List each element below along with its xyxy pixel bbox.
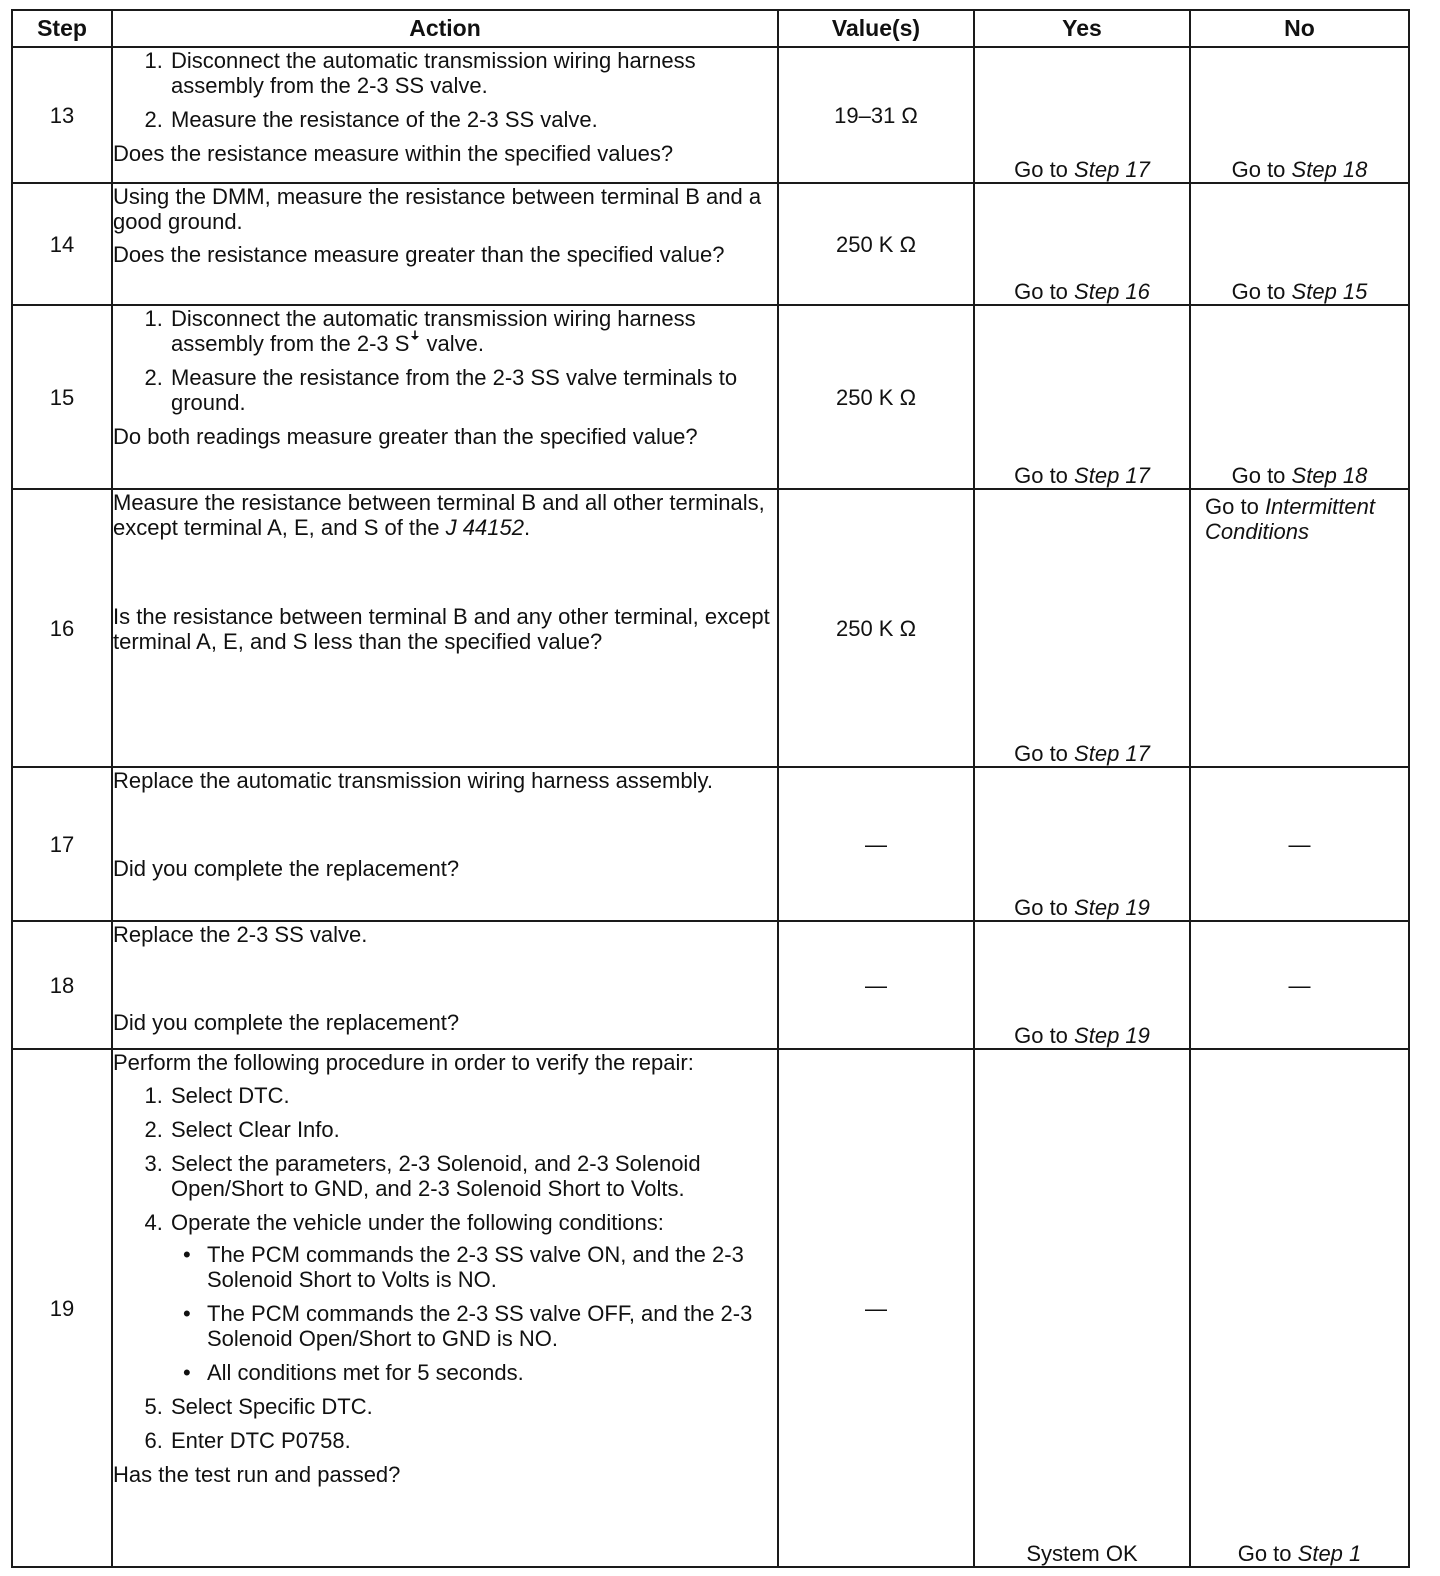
step-number: 18: [12, 921, 112, 1049]
header-step: Step: [12, 10, 112, 47]
action-question: Does the resistance measure greater than the specified value?: [113, 242, 725, 267]
yes-cell: [974, 921, 1190, 1049]
action-step: 6. Enter DTC P0758.: [169, 1428, 777, 1453]
action-step-text: Operate the vehicle under the following conditions:: [171, 1210, 664, 1235]
table-row: [12, 47, 1409, 183]
value-cell: 19–31 Ω: [778, 47, 974, 183]
action-step: 2. Select Clear Info.: [169, 1117, 777, 1142]
no-step-link[interactable]: Step 1: [1297, 1541, 1362, 1566]
action-cell: [112, 1049, 778, 1567]
action-cell: [112, 921, 778, 1049]
action-steps: [113, 306, 777, 415]
header-no: No: [1190, 10, 1409, 47]
yes-cell: [974, 183, 1190, 305]
condition-list: [171, 1242, 777, 1385]
no-cell: [1190, 183, 1409, 305]
value-cell: —: [778, 1049, 974, 1567]
yes-prefix: Go to: [1014, 279, 1068, 304]
header-yes: Yes: [974, 10, 1190, 47]
no-cell: [1190, 47, 1409, 183]
header-values: Value(s): [778, 10, 974, 47]
yes-step-link[interactable]: Step 17: [1074, 157, 1150, 182]
yes-cell: [974, 305, 1190, 489]
action-step: 2. Measure the resistance of the 2-3 SS valve.: [169, 107, 777, 132]
no-cell: —: [1190, 921, 1409, 1049]
table-row: [12, 921, 1409, 1049]
yes-step-link[interactable]: Step 17: [1074, 741, 1150, 766]
yes-prefix: Go to: [1014, 1023, 1068, 1048]
step-number: 15: [12, 305, 112, 489]
value-cell: —: [778, 767, 974, 921]
yes-prefix: Go to: [1014, 463, 1068, 488]
action-question: Did you complete the replacement?: [113, 1010, 460, 1035]
no-step-link[interactable]: Step 18: [1291, 463, 1368, 488]
action-text: Measure the resistance between terminal B and all other terminals, except terminal A, E, and S of the J 44152.: [113, 490, 765, 540]
action-steps: [113, 1083, 777, 1453]
no-step-link[interactable]: Intermittent Conditions: [1205, 494, 1375, 544]
condition-item: • The PCM commands the 2-3 SS valve OFF, and the 2-3 Solenoid Open/Short to GND is NO.: [205, 1301, 777, 1351]
action-text: Replace the 2-3 SS valve.: [113, 922, 368, 947]
action-question: Did you complete the replacement?: [113, 856, 460, 881]
action-text-body: Measure the resistance between terminal B and all other terminals, except terminal A, E, and S of the: [113, 490, 765, 540]
action-step: 1. Select DTC.: [169, 1083, 777, 1108]
yes-cell: System OK: [974, 1049, 1190, 1567]
action-cell: [112, 47, 778, 183]
yes-step-link[interactable]: Step 19: [1074, 1023, 1150, 1048]
action-step: 5. Select Specific DTC.: [169, 1394, 777, 1419]
header-action: Action: [112, 10, 778, 47]
action-question: Does the resistance measure within the specified values?: [113, 141, 674, 166]
value-cell: 250 K Ω: [778, 489, 974, 767]
action-text: Using the DMM, measure the resistance between terminal B and a good ground.: [113, 184, 762, 234]
action-step: 1. Disconnect the automatic transmission wiring harness assembly from the 2-3 SS valve.: [169, 48, 777, 98]
action-step: 1. Disconnect the automatic transmission wiring harness assembly from the 2-3 Sꜜ valve.: [169, 306, 777, 356]
no-prefix: Go to: [1231, 463, 1286, 488]
yes-cell: [974, 767, 1190, 921]
yes-prefix: Go to: [1014, 741, 1068, 766]
action-cell: [112, 767, 778, 921]
step-number: 14: [12, 183, 112, 305]
value-cell: —: [778, 921, 974, 1049]
diagnostic-table: [11, 9, 1410, 1568]
yes-cell: [974, 47, 1190, 183]
condition-item: • All conditions met for 5 seconds.: [205, 1360, 777, 1385]
action-question: Do both readings measure greater than the specified value?: [113, 424, 698, 449]
tool-reference: J 44152: [445, 515, 524, 540]
action-question: Has the test run and passed?: [113, 1462, 401, 1487]
table-row: [12, 489, 1409, 767]
yes-cell: [974, 489, 1190, 767]
action-step: 3. Select the parameters, 2-3 Solenoid, and 2-3 Solenoid Open/Short to GND, and 2-3 Solenoid Short to Volts.: [169, 1151, 777, 1201]
action-cell: [112, 489, 778, 767]
step-number: 19: [12, 1049, 112, 1567]
table-row: [12, 1049, 1409, 1567]
yes-step-link[interactable]: Step 19: [1074, 895, 1150, 920]
no-cell: [1190, 489, 1409, 767]
no-prefix: Go to: [1205, 494, 1259, 519]
action-question: Is the resistance between terminal B and any other terminal, except terminal A, E, and S less than the specified value?: [113, 604, 770, 654]
action-text: Perform the following procedure in order to verify the repair:: [113, 1050, 694, 1075]
yes-step-link[interactable]: Step 16: [1074, 279, 1150, 304]
yes-step-link[interactable]: Step 17: [1074, 463, 1150, 488]
header-row: [12, 10, 1409, 47]
no-step-link[interactable]: Step 18: [1291, 157, 1368, 182]
value-cell: 250 K Ω: [778, 305, 974, 489]
no-prefix: Go to: [1231, 157, 1286, 182]
yes-prefix: Go to: [1014, 157, 1068, 182]
action-step: [169, 1210, 777, 1385]
action-step: 2. Measure the resistance from the 2-3 SS valve terminals to ground.: [169, 365, 777, 415]
action-text: Replace the automatic transmission wiring harness assembly.: [113, 768, 713, 793]
action-cell: [112, 305, 778, 489]
action-cell: [112, 183, 778, 305]
table-row: [12, 767, 1409, 921]
no-cell: [1190, 305, 1409, 489]
no-cell: —: [1190, 767, 1409, 921]
step-number: 17: [12, 767, 112, 921]
step-number: 13: [12, 47, 112, 183]
no-prefix: Go to: [1231, 279, 1286, 304]
table-row: [12, 305, 1409, 489]
step-number: 16: [12, 489, 112, 767]
action-steps: [113, 48, 777, 132]
table-row: [12, 183, 1409, 305]
condition-item: • The PCM commands the 2-3 SS valve ON, and the 2-3 Solenoid Short to Volts is NO.: [205, 1242, 777, 1292]
value-cell: 250 K Ω: [778, 183, 974, 305]
no-prefix: Go to: [1237, 1541, 1292, 1566]
no-cell: [1190, 1049, 1409, 1567]
yes-prefix: Go to: [1014, 895, 1068, 920]
no-step-link[interactable]: Step 15: [1291, 279, 1368, 304]
